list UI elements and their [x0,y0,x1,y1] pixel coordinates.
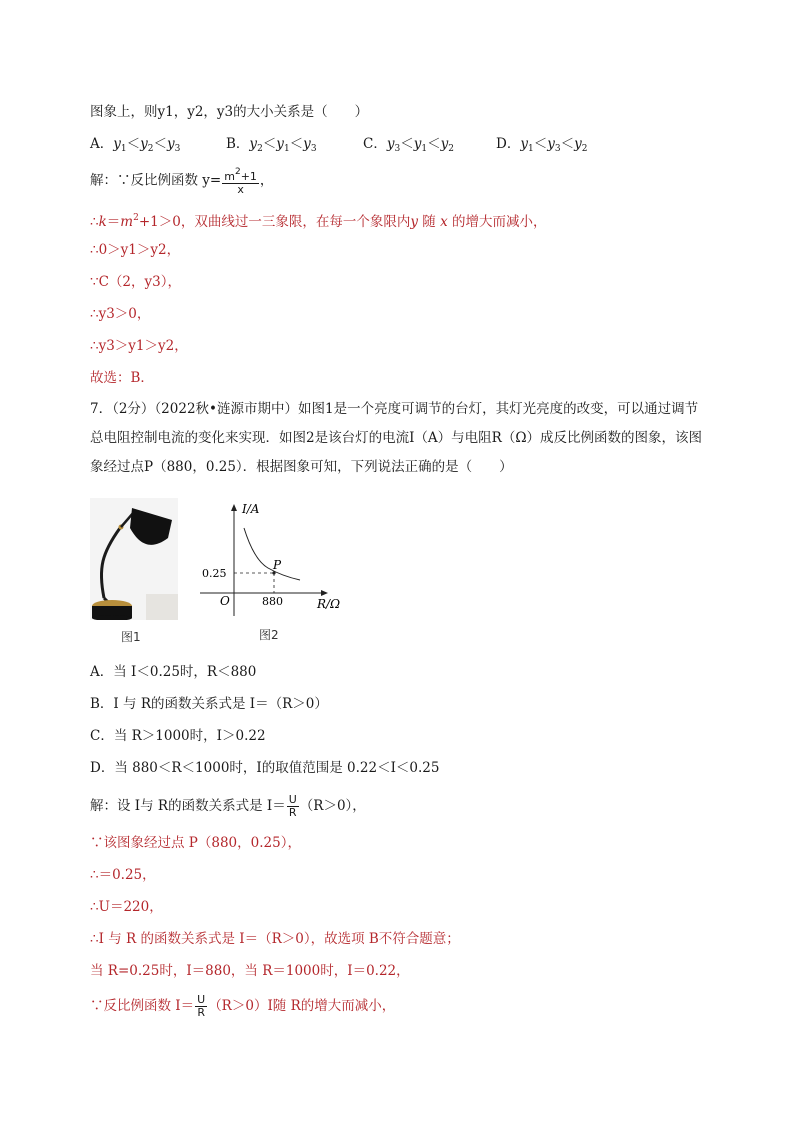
q6-solution-line-4: ∴y3＞0， [90,306,151,322]
q7-solution-line-5: 当 R=0.25时，I＝880，当 R＝1000时，I＝0.22， [90,963,410,979]
q7-fraction-u-over-r: $\frac{U}{R}$ [288,793,297,819]
q6-option-a[interactable]: A．$y_1<y_2<y_3$ [90,136,181,154]
q6-option-b[interactable]: B．$y_2<y_1<y_3$ [226,136,317,154]
figure-1-caption: 图1 [121,630,141,644]
q6-solution-line-5: ∴y3＞y1＞y2， [90,338,188,354]
desk-lamp-figure [90,498,178,620]
q7-fraction-u-over-r-2: $\frac{U}{R}$ [197,993,206,1019]
q6-answer: 故选：B． [90,370,154,386]
q6-solution-line-1: $\therefore k=m^2+1>0$，双曲线过一三象限，在每一个象限内y 随 x 的增大而减小， [90,213,547,230]
q6-option-c[interactable]: C．$y_3<y_1<y_2$ [363,136,454,154]
q7-solution-line-6: ∵反比例函数 I＝ $\frac{U}{R}$ （R＞0）I随 R的增大而减小， [90,993,396,1019]
y-tick-label: 0.25 [202,567,227,580]
q7-option-a[interactable]: A．当 I＜0.25时，R＜880 [90,664,257,680]
q6-solution-intro: 解：∵反比例函数 y= $\frac{m^2+1}{x}$ ， [90,167,274,196]
x-tick-label: 880 [262,595,283,608]
hyperbola-curve [244,528,300,580]
q7-stem: 7．（2分）（2022秋•涟源市期中）如图1是一个亮度可调节的台灯，其灯光亮度的改变，可以通过调节总电阻控制电流的变化来实现．如图2是该台灯的电流I（A）与电阻R（Ω）成反比例函数的图象，该图象经过点P（880，0.25）．根据图象可知，下列说法正确的是（ ） [90,401,703,475]
q7-solution-line-4: ∴I 与 R 的函数关系式是 I＝（R＞0），故选项 B不符合题意； [90,931,460,947]
q6-solution-line-2: ∴0＞y1＞y2， [90,242,181,258]
y-axis-arrow [231,504,237,511]
x-axis-label: R/Ω [317,597,341,611]
q7-option-b[interactable]: B．I 与 R的函数关系式是 I＝（R＞0） [90,696,328,712]
q6-fraction: $\frac{m^2+1}{x}$ [224,167,257,196]
x-axis-arrow [321,590,328,596]
q7-solution-line-1: ∵该图象经过点 P（880，0.25）， [90,835,301,851]
inverse-function-graph [196,498,356,618]
q6-solution-line-3: ∵C（2，y3）， [90,274,181,290]
y-axis-label: I/A [242,502,260,516]
q6-option-d[interactable]: D．$y_1<y_3<y_2$ [496,136,588,154]
q6-stem-tail: 图象上，则y1，y2，y3的大小关系是（ ） [90,104,369,120]
q7-option-d[interactable]: D．当 880＜R＜1000时，I的取值范围是 0.22＜I＜0.25 [90,760,440,776]
point-p-label: P [273,558,282,572]
origin-label: O [220,594,230,608]
q7-solution-line-2: ∴＝0.25， [90,867,156,883]
q7-solution-intro: 解：设 I与 R的函数关系式是 I＝ $\frac{U}{R}$ （R＞0）， [90,793,366,819]
figure-2-caption: 图2 [259,628,279,642]
q7-solution-line-3: ∴U＝220， [90,899,163,915]
q7-option-c[interactable]: C．当 R＞1000时，I＞0.22 [90,728,266,744]
